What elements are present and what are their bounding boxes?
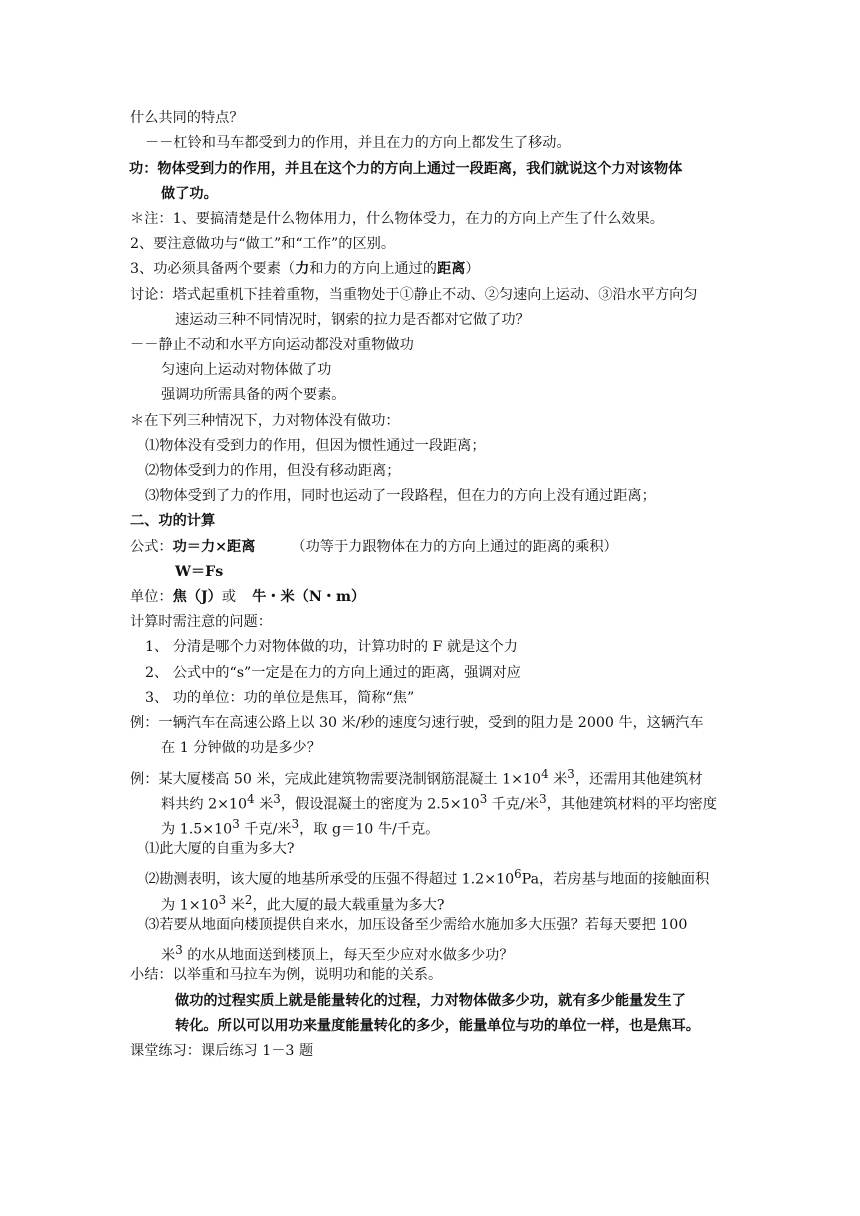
summary-line (175, 1016, 700, 1036)
text-span: 匀速向上运动对物体做了功 (161, 362, 332, 378)
text-span: 的水从地面送到楼顶上，每天至少应对水做多少功？ (182, 947, 514, 964)
text-span: 1、 分清是哪个力对物体做的功，计算功时的 F 就是这个力 (145, 639, 518, 655)
exercise-line (130, 1041, 313, 1061)
text-span: 单位： (130, 589, 173, 605)
superscript: 3 (175, 943, 183, 957)
note-line (130, 209, 664, 229)
text-span: ⑶物体受到了力的作用，同时也运动了一段路程，但在力的方向上没有通过距离； (145, 488, 656, 504)
text-span: （功等于力跟物体在力的方向上通过的距离的乘积） (291, 539, 618, 555)
text-span: 课堂练习：课后练习 1－3 题 (130, 1043, 314, 1059)
text-span: 例：一辆汽车在高速公路上以 30 米/秒的速度匀速行驶，受到的阻力是 2000 牛，这辆汽车 (130, 715, 704, 731)
list-item (161, 890, 444, 916)
list-item (145, 864, 709, 890)
text-span: 3、 功的单位：功的单位是焦耳，简称“焦” (145, 690, 415, 706)
text-span: 和力的方向上通过的 (309, 261, 437, 277)
text-span: ⑴此大厦的自重为多大? (145, 841, 295, 857)
example-line (161, 814, 439, 840)
superscript: 4 (541, 767, 549, 781)
list-item (145, 915, 687, 935)
text-span: Pa，若房基与地面的接触面积 (521, 871, 710, 888)
definition-line (129, 159, 682, 179)
text-span: 强调功所需具备的两个要素。 (161, 387, 346, 403)
text-span: 千克/米 (239, 821, 292, 838)
text-span: ⑵物体受到力的作用，但没有移动距离； (145, 463, 401, 479)
formula-line (130, 537, 618, 557)
text-span: 在 1 分钟做的功是多少？ (161, 740, 321, 756)
text-span: 讨论：塔式起重机下挂着重物，当重物处于①静止不动、②匀速向上运动、③沿水平方向匀 (130, 287, 698, 303)
text-span: ，取 g＝10 牛/千克。 (299, 821, 440, 838)
text-span: W＝Fs (175, 564, 224, 580)
list-item (145, 486, 656, 506)
text-span: 什么共同的特点？ (130, 110, 244, 126)
text-span: 2、 公式中的“s”一定是在力的方向上通过的距离，强调对应 (145, 665, 521, 681)
text-line (161, 360, 331, 380)
list-item (145, 436, 486, 456)
definition-line (161, 184, 218, 204)
text-span: 米 (254, 796, 274, 813)
text-span: ，假设混凝土的密度为 2.5×10 (280, 796, 480, 813)
text-span: 二、功的计算 (130, 513, 216, 529)
superscript: 4 (247, 792, 255, 806)
text-span: ，其他建筑材料的平均密度 (546, 796, 717, 813)
text-span: 米 (161, 947, 176, 964)
note-line (130, 234, 395, 254)
superscript: 3 (232, 817, 240, 831)
text-line (145, 133, 571, 153)
text-span: －－杠铃和马车都受到力的作用，并且在力的方向上都发生了移动。 (145, 135, 571, 151)
unit-line (130, 587, 365, 607)
superscript: 6 (514, 867, 522, 881)
bold-span: 距离 (437, 261, 466, 277)
list-item (145, 461, 400, 481)
list-item (145, 839, 294, 859)
superscript: 3 (539, 792, 547, 806)
summary-line (175, 991, 686, 1011)
text-line (130, 411, 400, 431)
text-span: －－静止不动和水平方向运动都没对重物做功 (130, 337, 414, 353)
text-span: ） (465, 261, 480, 277)
formula-line (175, 562, 223, 582)
text-span: 功：物体受到力的作用，并且在这个力的方向上通过一段距离，我们就说这个力对该物体 (129, 161, 683, 177)
text-line (130, 108, 244, 128)
text-span: 为 1.5×10 (161, 821, 233, 838)
section-heading (130, 511, 215, 531)
superscript: 3 (479, 792, 488, 806)
superscript: 3 (291, 817, 300, 831)
text-span: 或 (221, 589, 237, 605)
discussion-line (130, 285, 698, 305)
text-span: 例：某大厦楼高 50 米，完成此建筑物需要浇制钢筋混凝土 1×10 (130, 771, 542, 788)
text-span: 3、功必须具备两个要素（ (130, 261, 296, 277)
text-span: 小结：以举重和马拉车为例，说明功和能的关系。 (130, 967, 443, 983)
superscript: 3 (273, 792, 281, 806)
text-span: ＊在下列三种情况下，力对物体没有做功： (130, 413, 400, 429)
text-line (130, 335, 414, 355)
list-item (145, 663, 521, 683)
discussion-line (175, 310, 530, 330)
text-span: 速运动三种不同情况时，钢索的拉力是否都对它做了功？ (175, 312, 530, 328)
text-span: ⑴物体没有受到力的作用，但因为惯性通过一段距离； (145, 438, 486, 454)
text-span: 计算时需注意的问题： (130, 614, 272, 630)
text-span: 2、要注意做功与“做工”和“工作”的区别。 (130, 236, 396, 252)
text-span: 料共约 2×10 (161, 796, 248, 813)
list-item (161, 940, 514, 966)
superscript: 3 (218, 893, 227, 907)
bold-span: 功＝力×距离 (172, 539, 256, 555)
text-span: 公式： (130, 539, 173, 555)
summary-line (130, 965, 442, 985)
text-span: ，还需用其他建筑材 (574, 771, 703, 788)
text-span: ，此大厦的最大载重量为多大? (252, 897, 445, 914)
bold-span: 牛・米（N・m） (252, 589, 366, 605)
list-item (145, 688, 414, 708)
list-item (145, 637, 518, 657)
superscript: 2 (244, 893, 253, 907)
example-line (130, 764, 703, 790)
example-line (161, 738, 321, 758)
text-span: ⑵勘测表明，该大厦的地基所承受的压强不得超过 1.2×10 (145, 871, 515, 888)
text-span: 做了功。 (161, 186, 218, 202)
superscript: 3 (567, 767, 575, 781)
example-line (130, 713, 704, 733)
bold-span: 力 (295, 261, 310, 277)
bold-span: 焦（J） (172, 589, 222, 605)
text-span: 米 (548, 771, 568, 788)
text-line (161, 385, 345, 405)
text-span: 千克/米 (487, 796, 540, 813)
text-span: ＊注：1、要搞清楚是什么物体用力，什么物体受力，在力的方向上产生了什么效果。 (130, 211, 664, 227)
text-span: 米 (226, 897, 245, 914)
text-line (130, 612, 272, 632)
note-line (130, 259, 480, 279)
text-span: 做功的过程实质上就是能量转化的过程，力对物体做多少功，就有多少能量发生了 (175, 993, 686, 1009)
text-span: 转化。所以可以用功来量度能量转化的多少，能量单位与功的单位一样，也是焦耳。 (175, 1018, 700, 1034)
text-span: ⑶若要从地面向楼顶提供自来水，加压设备至少需给水施加多大压强？若每天要把 100 (145, 917, 688, 933)
text-span: 为 1×10 (161, 897, 219, 914)
example-line (161, 789, 717, 815)
